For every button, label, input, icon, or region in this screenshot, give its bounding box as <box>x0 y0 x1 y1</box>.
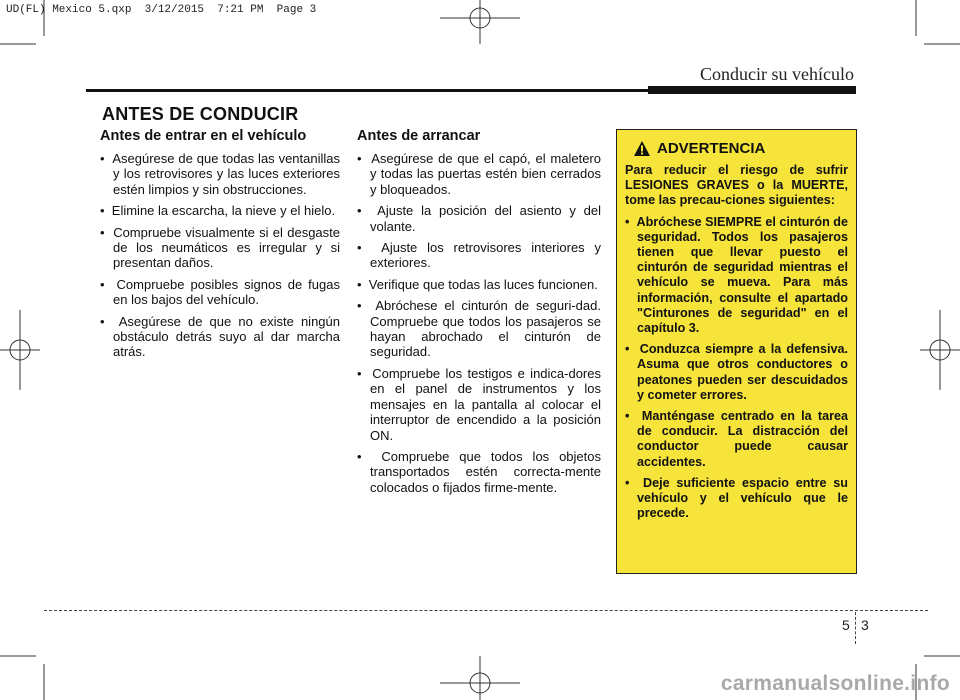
page-title: ANTES DE CONDUCIR <box>102 104 299 124</box>
list-item: • Ajuste la posición del asiento y del volante. <box>357 203 601 234</box>
warning-triangle-icon <box>633 140 651 157</box>
column-heading: Antes de arrancar <box>357 128 481 144</box>
warning-box <box>616 129 857 574</box>
list-item: • Asegúrese de que no existe ningún obstáculo detrás suyo al dar marcha atrás. <box>100 314 340 360</box>
warning-item: • Manténgase centrado en la tarea de conducir. La distracción del conductor puede causar accidentes. <box>625 409 848 470</box>
list-item: • Elimine la escarcha, la nieve y el hielo. <box>100 203 340 218</box>
watermark: carmanualsonline.info <box>720 672 950 695</box>
list-item: • Asegúrese de que todas las ventanillas y los retrovisores y las luces exteriores estén limpios y sin obstrucciones. <box>100 151 340 197</box>
column-before-entering <box>100 128 340 366</box>
footer-rule <box>44 610 928 611</box>
print-header: UD(FL) Mexico 5.qxp 3/12/2015 7:21 PM Page 3 <box>6 4 317 16</box>
warning-item: • Abróchese SIEMPRE el cinturón de seguridad. Todos los pasajeros tienen que llevar puesto el cinturón de seguridad mientras el vehículo se mueva. Para más información, consulte el apartado "Cinturones de seguridad" en el capítulo 3. <box>625 215 848 337</box>
page-number-separator <box>855 612 856 644</box>
header-rule-accent <box>648 86 856 94</box>
warning-title: ADVERTENCIA <box>657 140 766 157</box>
list-item: • Asegúrese de que el capó, el maletero y todas las puertas estén bien cerrados y bloqueados. <box>357 151 601 197</box>
list-item: • Ajuste los retrovisores interiores y exteriores. <box>357 240 601 271</box>
checklist <box>357 151 601 495</box>
section-label: Conducir su vehículo <box>700 64 854 84</box>
header-rule <box>86 89 856 92</box>
list-item: • Compruebe posibles signos de fugas en los bajos del vehículo. <box>100 277 340 308</box>
warning-item: • Deje suficiente espacio entre su vehículo y el vehículo que le precede. <box>625 476 848 522</box>
list-item: • Compruebe visualmente si el desgaste de los neumáticos es irregular y si presentan daños. <box>100 225 340 271</box>
column-before-starting <box>357 128 601 501</box>
warning-list <box>625 215 848 522</box>
warning-intro: Para reducir el riesgo de sufrir LESIONES GRAVES o la MUERTE, tome las precau-ciones siguientes: <box>625 163 848 208</box>
list-item: • Compruebe los testigos e indica-dores en el panel de instrumentos y los mensajes en la pantalla al colocar el interruptor de encendido a la posición ON. <box>357 366 601 443</box>
warning-header <box>633 140 848 157</box>
checklist <box>100 151 340 360</box>
list-item: • Abróchese el cinturón de seguri-dad. Compruebe que todos los pasajeros se hayan abrochado el cinturón de seguridad. <box>357 298 601 360</box>
chapter-number: 5 <box>842 617 850 633</box>
list-item: • Verifique que todas las luces funcionen. <box>357 277 601 292</box>
page-number: 3 <box>861 617 869 633</box>
warning-item: • Conduzca siempre a la defensiva. Asuma que otros conductores o peatones pueden ser descuidados y cometer errores. <box>625 342 848 403</box>
column-heading: Antes de entrar en el vehículo <box>100 128 307 144</box>
list-item: • Compruebe que todos los objetos transportados estén correcta-mente colocados o fijados firme-mente. <box>357 449 601 495</box>
